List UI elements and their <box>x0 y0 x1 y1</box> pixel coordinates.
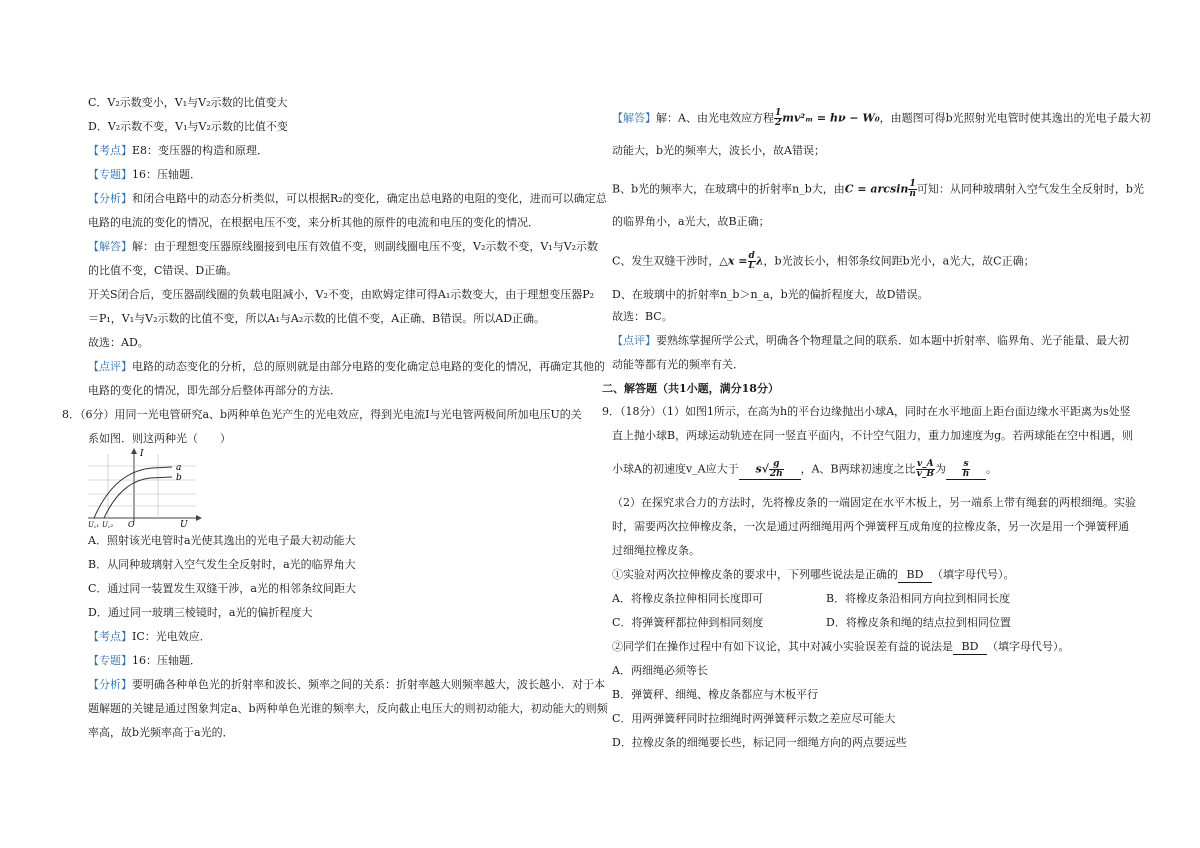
q8-jieda-text-5b: ，b光波长小，相邻条纹间距b光小，a光大，故C正确； <box>763 254 1035 268</box>
q9-answer-1-num: g <box>769 460 784 470</box>
photoelectric-iu-graph <box>88 446 204 528</box>
graph-label-I: I <box>140 449 144 459</box>
q9-sub2-option-c: C．用两弹簧秤同时拉细绳时两弹簧秤示数之差应尽可能大 <box>612 712 896 725</box>
q9-part2-3: 过细绳拉橡皮条。 <box>612 544 700 557</box>
q9-stem-text-3b: ，A、B两球初速度之比 <box>800 462 916 476</box>
q9-sub2-text-a: ②同学们在操作过程中有如下议论，其中对减小实验误差有益的说法是 <box>612 640 953 653</box>
formula-d-over-l-den: L <box>748 261 755 271</box>
q8-kaodian <box>88 630 211 644</box>
q8-dianping-text-1: 要熟练掌握所学公式，明确各个物理量之间的联系．如本题中折射率、临界角、光子能量、最大初 <box>656 334 1129 347</box>
formula-half <box>774 109 782 128</box>
q7-dianping-2: 电路的变化的情况，即先部分后整体再部分的方法． <box>88 384 341 397</box>
q8-jieda-6: D、在玻璃中的折射率n_b＞n_a，b光的偏折程度大，故D错误。 <box>612 288 929 301</box>
q7-dianping-text-1: 电路的动态变化的分析，总的原则就是由部分电路的变化确定总电路的变化的情况，再确定其他的 <box>132 360 605 373</box>
q9-stem-text-3d: 。 <box>985 462 997 476</box>
q8-jieda-tag: 【解答】 <box>612 111 656 125</box>
q9-sub2 <box>612 640 1070 655</box>
q8-jieda-text-3a: B、b光的频率大，在玻璃中的折射率n_b大，由 <box>612 182 845 196</box>
q7-fenxi-1 <box>88 192 607 206</box>
q8-kaodian-text: IC：光电效应． <box>132 630 211 643</box>
fringe-spacing-equation: △x = <box>719 254 748 268</box>
q9-answer-1-den: 2h <box>769 469 783 479</box>
q7-jieda-tag: 【解答】 <box>88 240 132 253</box>
q9-part2-2: 时，需要两次拉伸橡皮条，一次是通过两细绳用两个弹簧秤互成角度的拉橡皮条，另一次是用一个弹簧秤通 <box>612 520 1129 533</box>
q7-option-c: C．V₂示数变小，V₁与V₂示数的比值变大 <box>88 96 288 109</box>
graph-label-origin: O <box>128 520 135 528</box>
q8-jieda-4: 的临界角小，a光大，故B正确； <box>612 215 770 228</box>
formula-inv-n-den: n <box>909 189 916 199</box>
q9-answer-2-den: h <box>962 469 970 479</box>
q8-fenxi-tag: 【分析】 <box>88 678 132 691</box>
q8-fenxi-1 <box>88 678 605 692</box>
q7-kaodian-text: E8：变压器的构造和原理． <box>132 144 269 157</box>
formula-lambda: λ <box>755 254 764 268</box>
formula-d-over-l-num: d <box>748 251 755 261</box>
q9-answer-1-frac <box>769 460 784 479</box>
q9-stem-text-3a: 小球A的初速度v_A应大于 <box>612 462 739 476</box>
formula-half-den: 2 <box>774 118 782 128</box>
q8-jieda-text-1b: ，由题图可得b光照射光电管时使其逸出的光电子最大初 <box>879 111 1151 125</box>
graph-axes <box>88 448 202 522</box>
q8-zhuanti-text: 16：压轴题． <box>132 654 201 667</box>
q7-kaodian-tag: 【考点】 <box>88 144 132 157</box>
formula-inv-n <box>908 180 917 199</box>
q9-ratio-frac <box>916 460 935 479</box>
q7-jieda-4: ＝P₁，V₁与V₂示数的比值不变，所以A₁与A₂示数的比值不变，A正确、B错误。所以AD正确。 <box>88 312 546 325</box>
q8-jieda-text-1a: 解：A、由光电效应方程 <box>656 111 774 125</box>
q8-dianping-2: 动能等都有光的频率有关． <box>612 358 744 371</box>
q9-stem-text-3c: 为 <box>934 462 946 476</box>
q9-sub1-option-d: D．将橡皮条和绳的结点拉到相同位置 <box>826 616 1011 629</box>
q9-sub2-option-d: D．拉橡皮条的细绳要长些，标记同一细绳方向的两点要远些 <box>612 736 907 749</box>
critical-angle-equation: C = arcsin <box>844 182 909 196</box>
q9-part2-1: （2）在探究求合力的方法时，先将橡皮条的一端固定在水平木板上，另一端系上带有绳套的两根细绳。实验 <box>612 496 1136 509</box>
q7-fenxi-text-1: 和闭合电路中的动态分析类似，可以根据R₂的变化，确定出总电路的电阻的变化，进而可以确定总 <box>132 192 607 205</box>
formula-inv-n-num: 1 <box>909 179 916 189</box>
q8-option-a: A．照射该光电管时a光使其逸出的光电子最大初动能大 <box>88 534 356 547</box>
q9-sub2-text-b: （填字母代号）。 <box>987 640 1070 653</box>
graph-label-a: a <box>176 463 182 473</box>
q7-dianping-tag: 【点评】 <box>88 360 132 373</box>
q8-option-b: B．从同种玻璃射入空气发生全反射时，a光的临界角大 <box>88 558 356 571</box>
q9-answer-2-num: s <box>963 459 969 469</box>
q9-sub2-option-a: A．两细绳必须等长 <box>612 664 708 677</box>
q7-jieda-text-1: 解：由于理想变压器原线圈接到电压有效值不变，则副线圈电压不变，V₂示数不变，V₁与V₂示数 <box>132 240 599 253</box>
section-title: 二、解答题（共1小题，满分18分） <box>602 382 779 395</box>
q8-jieda-3 <box>612 180 1144 199</box>
q9-sub1-text-a: ①实验对两次拉伸橡皮条的要求中，下列哪些说法是正确的 <box>612 568 898 581</box>
q8-guxuan: 故选：BC。 <box>612 310 673 323</box>
q8-jieda-text-5a: C、发生双缝干涉时， <box>612 254 720 268</box>
q9-ratio-den: v_B <box>916 469 934 479</box>
q8-fenxi-3: 率高，故b光频率高于a光的． <box>88 726 234 739</box>
q9-sub2-answer: BD <box>953 640 987 655</box>
curve-b <box>104 477 172 518</box>
q9-answer-1-sqrt: √ <box>761 462 769 476</box>
q8-stem-2: 系如图．则这两种光（ ） <box>88 432 231 445</box>
q9-stem-1: 9．（18分）（1）如图1所示，在高为h的平台边缘抛出小球A，同时在水平地面上距台面边缘水平距离为s处竖 <box>602 405 1131 418</box>
q9-answer-2-frac <box>962 460 971 479</box>
q8-stem-1: 8．（6分）用同一光电管研究a、b两种单色光产生的光电效应，得到光电流I与光电管两极间所加电压U的关 <box>62 408 582 421</box>
q8-dianping-1 <box>612 334 1129 348</box>
q7-zhuanti <box>88 168 201 182</box>
q8-option-c: C．通过同一装置发生双缝干涉，a光的相邻条纹间距大 <box>88 582 356 595</box>
q9-sub1 <box>612 568 1015 583</box>
graph-label-u: U <box>180 520 188 528</box>
formula-half-num: 1 <box>774 108 782 118</box>
q9-sub1-option-a: A．将橡皮条拉伸相同长度即可 <box>612 592 763 605</box>
graph-label-uc2: U꜀₂ <box>102 521 114 528</box>
q7-kaodian <box>88 144 268 158</box>
graph-label-b: b <box>176 473 182 483</box>
q8-jieda-2: 动能大，b光的频率大，波长小，故A错误； <box>612 144 825 157</box>
q8-jieda-text-3b: 可知：从同种玻璃射入空气发生全反射时，b光 <box>916 182 1144 196</box>
q9-stem-2: 直上抛小球B，两球运动轨迹在同一竖直平面内，不计空气阻力，重力加速度为g。若两球能在空中相遇，则 <box>612 429 1134 442</box>
q8-dianping-tag: 【点评】 <box>612 334 656 347</box>
q9-sub1-answer: BD <box>898 568 932 583</box>
q9-answer-2 <box>946 460 986 480</box>
q9-sub1-option-c: C．将弹簧秤都拉伸到相同刻度 <box>612 616 764 629</box>
q9-ratio-num: v_A <box>916 459 934 469</box>
q7-fenxi-tag: 【分析】 <box>88 192 132 205</box>
q7-guxuan: 故选：AD。 <box>88 336 149 349</box>
q9-answer-1 <box>739 460 801 480</box>
q9-sub2-option-b: B．弹簧秤、细绳、橡皮条都应与木板平行 <box>612 688 819 701</box>
curve-a <box>94 467 172 518</box>
q7-zhuanti-text: 16：压轴题． <box>132 168 201 181</box>
q7-dianping-1 <box>88 360 605 374</box>
q7-jieda-3: 开关S闭合后，变压器副线圈的负载电阻减小，V₂不变，由欧姆定律可得A₁示数变大，由于理想变压器P₂ <box>88 288 595 301</box>
formula-d-over-l <box>748 252 756 271</box>
q8-fenxi-2: 题解题的关键是通过图象判定a、b两种单色光谁的频率大，反向截止电压大的则初动能大，初动能大的则频 <box>88 702 608 715</box>
q7-option-d: D．V₂示数不变，V₁与V₂示数的比值不变 <box>88 120 288 133</box>
q7-zhuanti-tag: 【专题】 <box>88 168 132 181</box>
q8-kaodian-tag: 【考点】 <box>88 630 132 643</box>
q8-zhuanti <box>88 654 201 668</box>
q9-sub1-option-b: B．将橡皮条沿相同方向拉到相同长度 <box>826 592 1011 605</box>
q7-fenxi-2: 电路的电流的变化的情况，在根据电压不变，来分析其他的原件的电流和电压的变化的情况． <box>88 216 539 229</box>
q7-jieda-1 <box>88 240 598 254</box>
q8-option-d: D．通过同一玻璃三棱镜时，a光的偏折程度大 <box>88 606 313 619</box>
q8-fenxi-text-1: 要明确各种单色光的折射率和波长、频率之间的关系：折射率越大则频率越大，波长越小．对于本 <box>132 678 605 691</box>
graph-label-uc1: U꜀₁ <box>88 521 100 528</box>
q7-jieda-2: 的比值不变，C错误、D正确。 <box>88 264 238 277</box>
q8-jieda-5 <box>612 252 1035 271</box>
q9-stem-3 <box>612 460 997 480</box>
q8-zhuanti-tag: 【专题】 <box>88 654 132 667</box>
q8-jieda-1 <box>612 109 1151 128</box>
photoelectric-equation: mv²ₘ = hν − W₀ <box>782 111 880 125</box>
q9-sub1-text-b: （填字母代号）。 <box>932 568 1015 581</box>
q9-answer-1-s: s <box>755 462 762 476</box>
